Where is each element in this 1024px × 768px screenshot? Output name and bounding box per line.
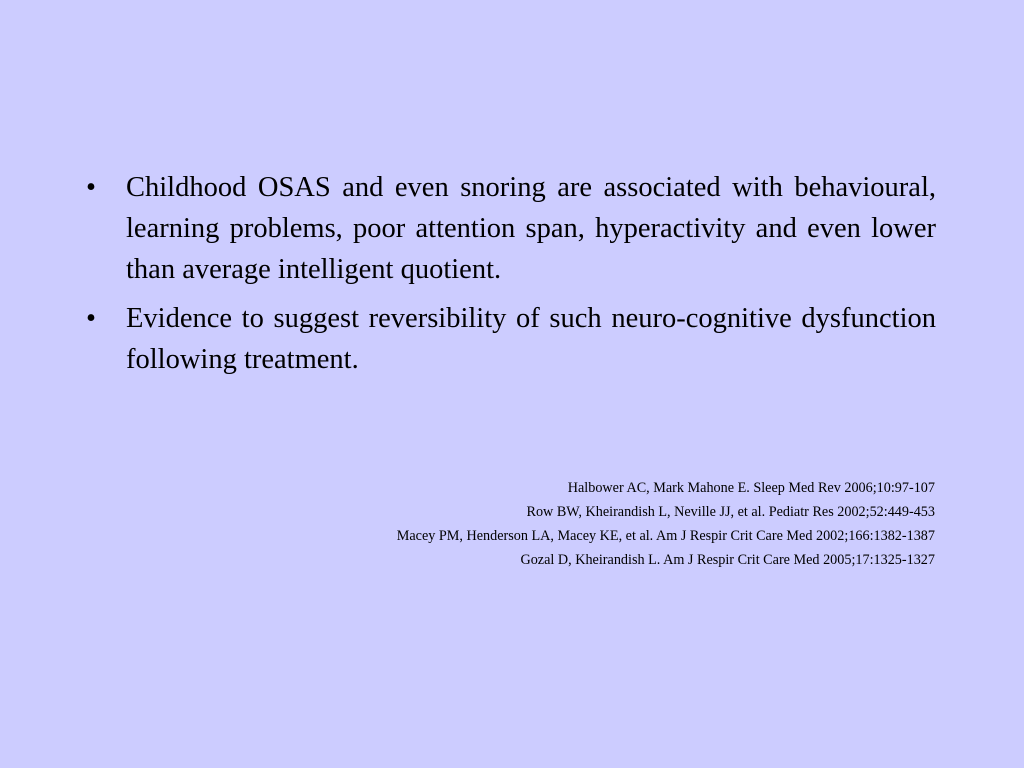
bullet-icon: • <box>86 303 96 334</box>
bullet-item <box>84 167 936 290</box>
reference-line: Halbower AC, Mark Mahone E. Sleep Med Rev 2006;10:97-107 <box>567 480 935 496</box>
bullet-text: Evidence to suggest reversibility of such neuro-cognitive dysfunction following treatment. <box>126 303 936 375</box>
bullet-text: Childhood OSAS and even snoring are associated with behavioural, learning problems, poor attention span, hyperactivity and even lower than average intelligent quotient. <box>126 172 936 285</box>
reference-line: Gozal D, Kheirandish L. Am J Respir Crit Care Med 2005;17:1325-1327 <box>520 552 935 568</box>
bullet-icon: • <box>86 172 96 203</box>
references <box>235 476 935 572</box>
bullet-list <box>84 167 936 388</box>
reference-line: Macey PM, Henderson LA, Macey KE, et al. Am J Respir Crit Care Med 2002;166:1382-1387 <box>396 528 935 544</box>
reference-line: Row BW, Kheirandish L, Neville JJ, et al. Pediatr Res 2002;52:449-453 <box>526 504 935 520</box>
bullet-item <box>84 298 936 380</box>
